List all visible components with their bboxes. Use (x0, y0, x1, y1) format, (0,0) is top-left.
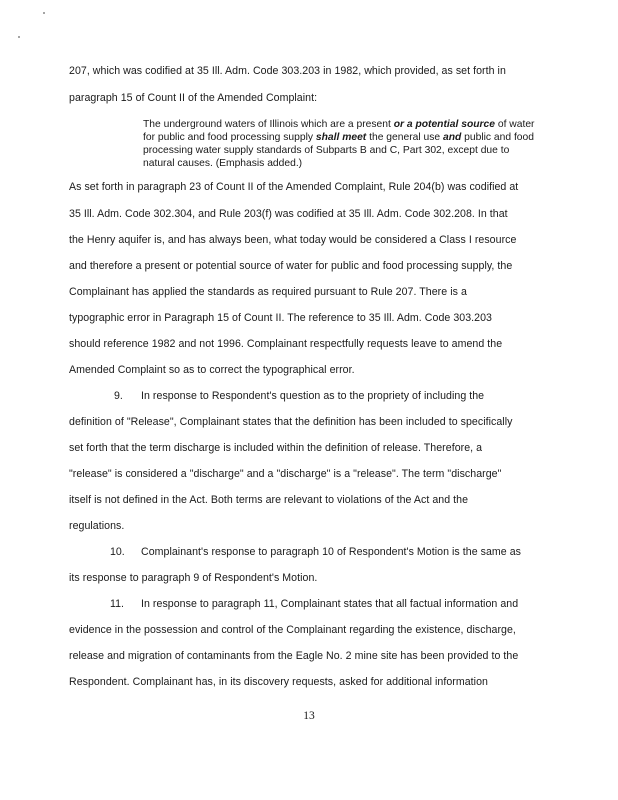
body-line: typographic error in Paragraph 15 of Count II. The reference to 35 Ill. Adm. Code 303.203 (69, 312, 492, 324)
body-line: and therefore a present or potential source of water for public and food processing supply, the (69, 260, 513, 272)
paragraph-number: 10. (110, 546, 125, 558)
paragraph-number: 11. (110, 598, 124, 610)
body-line: In response to paragraph 11, Complainant states that all factual information and (141, 598, 519, 610)
body-line: its response to paragraph 9 of Respondent's Motion. (69, 572, 318, 584)
body-line: Amended Complaint so as to correct the typographical error. (69, 364, 355, 376)
body-line: regulations. (69, 520, 125, 532)
body-line: set forth that the term discharge is included within the definition of release. Therefore, a (69, 442, 483, 454)
emphasis: and (442, 132, 462, 143)
body-line: Complainant's response to paragraph 10 of Respondent's Motion is the same as (141, 546, 522, 558)
paragraph-number: 9. (114, 390, 123, 402)
scan-speck (18, 36, 20, 38)
body-line: paragraph 15 of Count II of the Amended Complaint: (69, 92, 318, 104)
body-line: "release" is considered a "discharge" and a "discharge" is a "release". The term "discharge" (69, 468, 502, 480)
body-line: 35 Ill. Adm. Code 302.304, and Rule 203(f) was codified at 35 Ill. Adm. Code 302.208. In that (69, 208, 508, 220)
body-line: definition of "Release", Complainant states that the definition has been included to specifically (69, 416, 513, 428)
body-line: Respondent. Complainant has, in its discovery requests, asked for additional information (69, 676, 488, 688)
block-quote: The underground waters of Illinois which are a present or a potential source of water for public and food processing supply shall meet the general use and public and food processing water supply standards of Subparts B and C, Part 302, except due to natural causes. (Emphasis added.) (143, 119, 535, 169)
body-line: release and migration of contaminants from the Eagle No. 2 mine site has been provided to the (69, 650, 519, 662)
emphasis: shall meet (315, 132, 367, 143)
body-line: In response to Respondent's question as to the propriety of including the (141, 390, 485, 402)
page-number: 13 (303, 710, 315, 722)
body-line: evidence in the possession and control of the Complainant regarding the existence, discharge, (69, 624, 516, 636)
body-line: the Henry aquifer is, and has always been, what today would be considered a Class I resource (69, 234, 517, 246)
body-line: should reference 1982 and not 1996. Complainant respectfully requests leave to amend the (69, 338, 503, 350)
scan-speck (43, 12, 45, 14)
body-line: Complainant has applied the standards as required pursuant to Rule 207. There is a (69, 286, 467, 298)
body-line: 207, which was codified at 35 Ill. Adm. Code 303.203 in 1982, which provided, as set forth in (69, 65, 506, 77)
emphasis: or a potential source (393, 119, 495, 130)
body-line: As set forth in paragraph 23 of Count II of the Amended Complaint, Rule 204(b) was codified at (69, 181, 519, 193)
body-line: itself is not defined in the Act. Both terms are relevant to violations of the Act and the (69, 494, 469, 506)
